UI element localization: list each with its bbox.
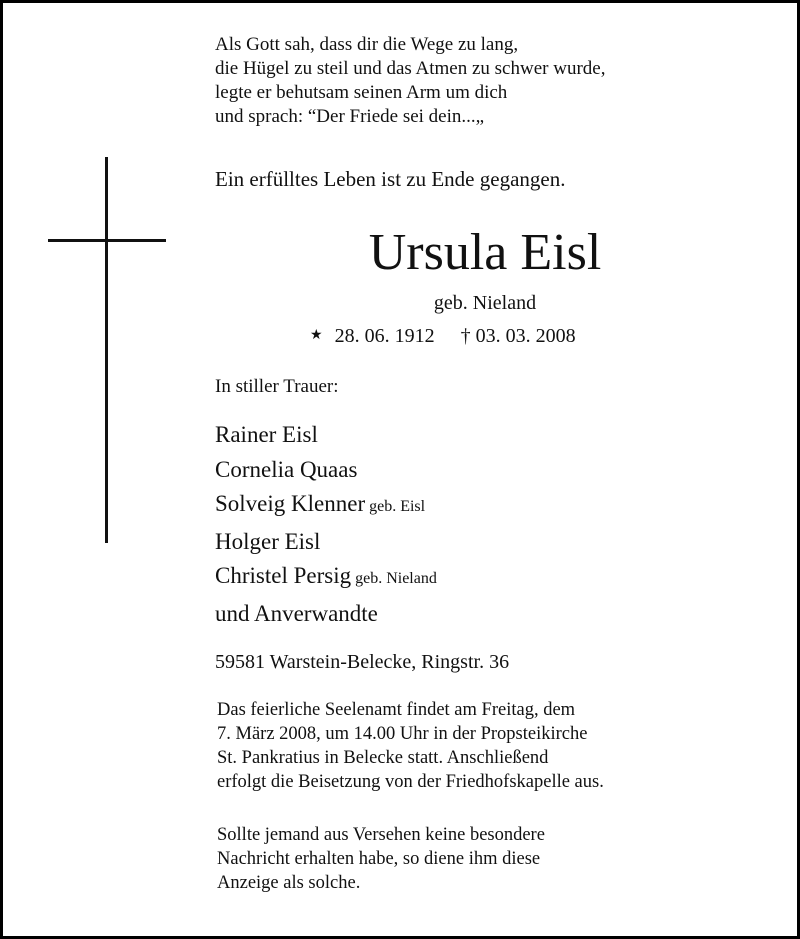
lead-line: Ein erfülltes Leben ist zu Ende gegangen. bbox=[215, 167, 566, 191]
family-member bbox=[215, 525, 437, 560]
cross-horizontal-bar bbox=[48, 239, 166, 242]
notice bbox=[217, 823, 545, 895]
dagger-icon: † bbox=[460, 325, 471, 347]
family-member-name: Cornelia Quaas bbox=[215, 456, 358, 482]
family-member bbox=[215, 559, 437, 597]
poem-line: und sprach: “Der Friede sei dein...„ bbox=[215, 106, 485, 127]
notice-line: Nachricht erhalten habe, so diene ihm diese bbox=[217, 849, 541, 869]
family-member bbox=[215, 453, 437, 488]
family-list bbox=[215, 418, 437, 631]
latin-cross-icon bbox=[48, 157, 166, 543]
notice-line: Anzeige als solche. bbox=[217, 873, 361, 893]
family-member-note: geb. Nieland bbox=[355, 570, 437, 587]
family-member bbox=[215, 487, 437, 525]
mourning-label: In stiller Trauer: bbox=[215, 376, 339, 397]
birth-date: 28. 06. 1912 bbox=[334, 325, 435, 347]
notice-line: Sollte jemand aus Versehen keine besondere bbox=[217, 825, 545, 845]
family-member-name: Christel Persig bbox=[215, 563, 352, 588]
family-member-name: Solveig Klenner bbox=[215, 491, 366, 516]
family-member-note: geb. Eisl bbox=[369, 498, 426, 515]
service-line: 7. März 2008, um 14.00 Uhr in der Propsteikirche bbox=[217, 724, 588, 744]
cross-vertical-bar bbox=[105, 157, 108, 543]
family-member-name: Rainer Eisl bbox=[215, 422, 318, 447]
service-line: Das feierliche Seelenamt findet am Freitag, dem bbox=[217, 700, 576, 720]
deceased-birth-name: geb. Nieland bbox=[433, 292, 537, 314]
service-line: St. Pankratius in Belecke statt. Anschließend bbox=[217, 748, 549, 768]
poem bbox=[215, 33, 775, 129]
poem-line: legte er behutsam seinen Arm um dich bbox=[215, 82, 508, 103]
poem-line: Als Gott sah, dass dir die Wege zu lang, bbox=[215, 34, 519, 55]
address: 59581 Warstein-Belecke, Ringstr. 36 bbox=[215, 651, 510, 673]
deceased-name: Ursula Eisl bbox=[368, 224, 602, 281]
service-line: erfolgt die Beisetzung von der Friedhofskapelle aus. bbox=[217, 772, 604, 792]
service-info bbox=[217, 698, 604, 794]
star-icon: ★ bbox=[310, 328, 323, 343]
family-member-name: Holger Eisl bbox=[215, 528, 321, 554]
family-member bbox=[215, 418, 437, 453]
poem-line: die Hügel zu steil und das Atmen zu schwer wurde, bbox=[215, 58, 606, 79]
life-dates bbox=[310, 323, 576, 352]
family-member-name: und Anverwandte bbox=[215, 600, 378, 626]
death-date: 03. 03. 2008 bbox=[475, 325, 576, 347]
family-member bbox=[215, 597, 437, 632]
